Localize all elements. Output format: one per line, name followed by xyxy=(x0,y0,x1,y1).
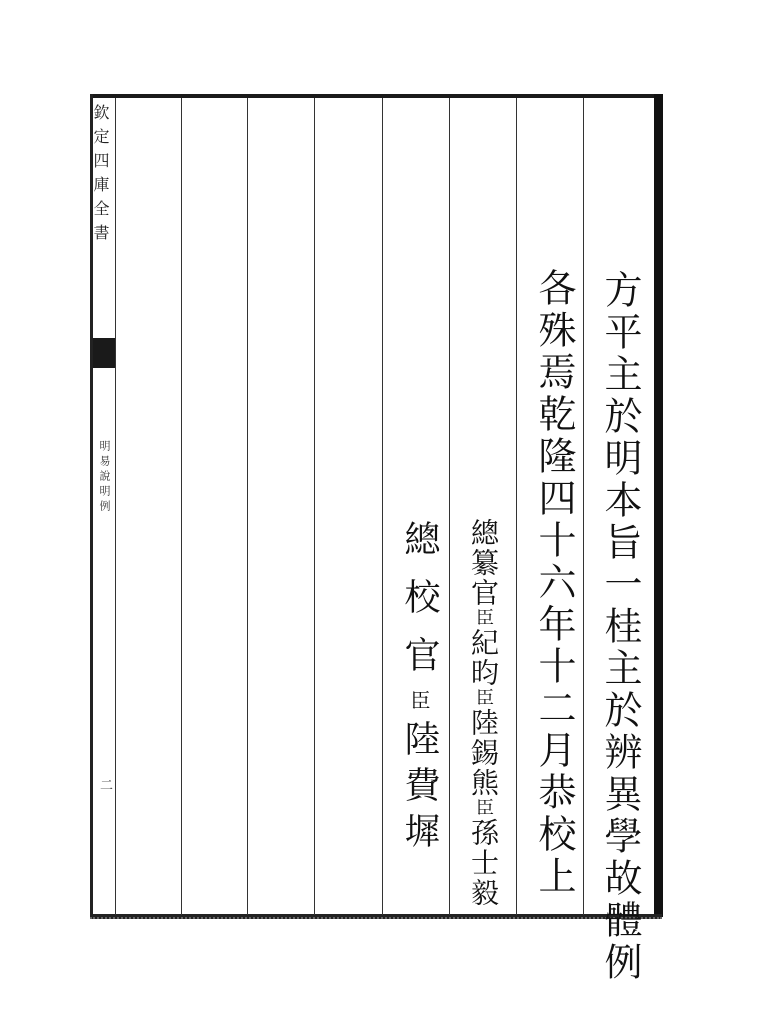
frame-right-border xyxy=(654,94,663,917)
frame-top-border xyxy=(90,94,662,98)
editor-title: 官 xyxy=(467,578,500,608)
column-rule xyxy=(181,98,182,915)
editor-name: 孫士毅 xyxy=(467,818,500,908)
column-rule xyxy=(382,98,383,915)
official-mark: 臣 xyxy=(473,608,494,628)
editor-name: 紀昀 xyxy=(467,628,500,688)
official-mark: 臣 xyxy=(407,690,431,720)
proofreader-name: 陸費墀 xyxy=(399,720,440,858)
column-rule xyxy=(516,98,517,915)
book-title: 欽定四庫全書 xyxy=(91,104,110,248)
fishtail-mark xyxy=(93,338,115,368)
page-number: 二 xyxy=(97,778,112,791)
editor-title: 總 xyxy=(467,518,500,548)
section-title: 明易說明例 xyxy=(98,440,111,515)
proofreader-name-block xyxy=(398,690,440,858)
column-rule xyxy=(247,98,248,915)
official-mark: 臣 xyxy=(473,798,494,818)
text-column-2: 各殊焉乾隆四十六年十二月恭校上 xyxy=(532,268,576,898)
editors-column xyxy=(466,518,500,908)
column-rule xyxy=(583,98,584,915)
editor-title: 纂 xyxy=(467,548,500,578)
frame-bottom-border xyxy=(90,914,662,919)
editor-name: 陸錫熊 xyxy=(467,708,500,798)
column-rule xyxy=(314,98,315,915)
column-rule xyxy=(449,98,450,915)
proofreader-title xyxy=(398,520,440,694)
proofreader-title-text: 總校官 xyxy=(399,520,440,694)
official-mark: 臣 xyxy=(473,688,494,708)
text-column-1: 方平主於明本旨一桂主於辨異學故體例 xyxy=(598,270,642,984)
